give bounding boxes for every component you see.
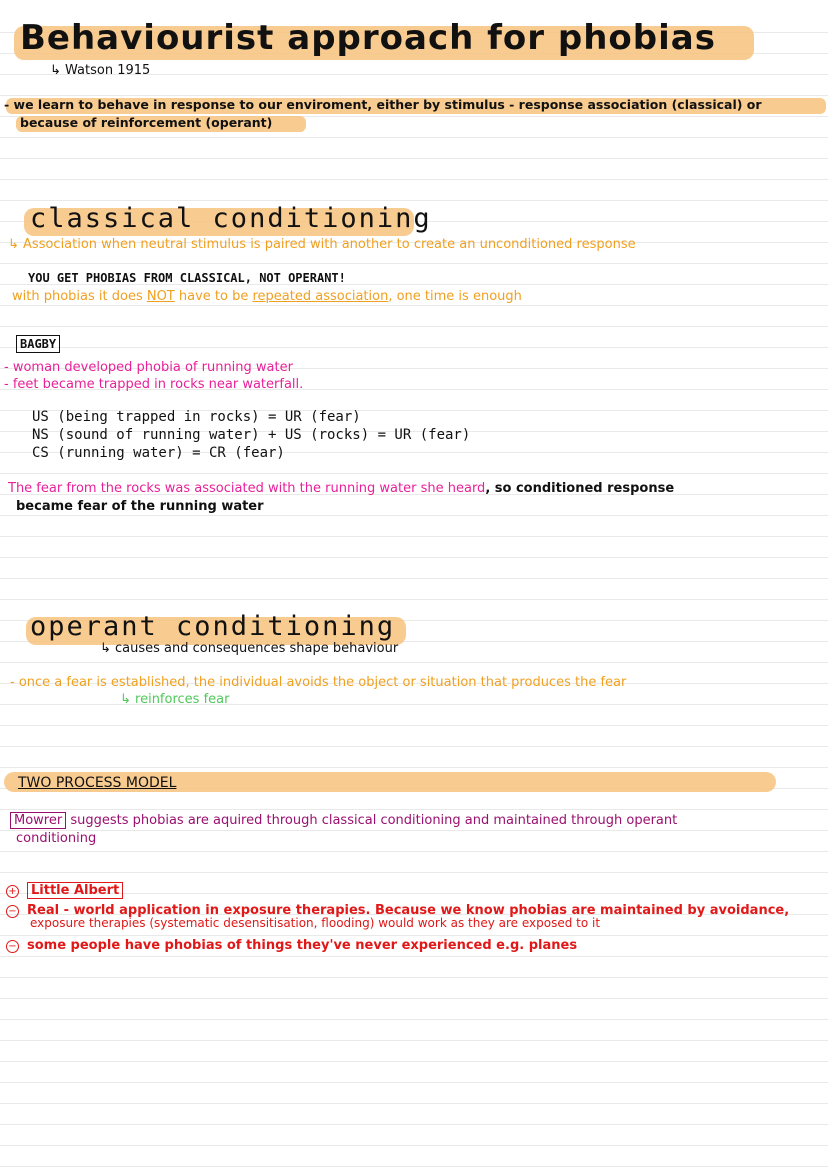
operant-heading: operant conditioning bbox=[30, 611, 396, 642]
eval-albert bbox=[6, 880, 123, 898]
bagby-equation-2: NS (sound of running water) + US (rocks) = UR (fear) bbox=[32, 427, 471, 443]
intro-line-1: - we learn to behave in response to our enviroment, either by stimulus - response association (classical) or bbox=[4, 97, 762, 112]
minus-icon: − bbox=[6, 905, 19, 918]
classical-note-caps: YOU GET PHOBIAS FROM CLASSICAL, NOT OPERANT! bbox=[28, 271, 346, 285]
eval-text-1: Real - world application in exposure therapies. Because we know phobias are maintained by avoidance, bbox=[27, 903, 790, 918]
classical-note-repeat bbox=[12, 290, 522, 304]
little-albert-label: Little Albert bbox=[27, 882, 123, 899]
note-text-pre: with phobias it does bbox=[12, 289, 147, 304]
bagby-label-box: BAGBY bbox=[16, 335, 60, 353]
twoprocess-line-1 bbox=[10, 814, 677, 828]
minus-icon: − bbox=[6, 940, 19, 953]
operant-point-1: - once a fear is established, the individual avoids the object or situation that produces the fear bbox=[10, 675, 627, 690]
bagby-point-2: - feet became trapped in rocks near waterfall. bbox=[4, 377, 304, 392]
title-subtitle: ↳ Watson 1915 bbox=[50, 63, 151, 78]
note-text-repeated: repeated association bbox=[252, 289, 389, 304]
conclusion-pink: The fear from the rocks was associated with the running water she heard bbox=[8, 481, 486, 496]
conclusion-black: , so conditioned response bbox=[485, 481, 675, 496]
page-title: Behaviourist approach for phobias bbox=[20, 18, 716, 58]
mowrer-label: Mowrer bbox=[10, 812, 66, 829]
note-text-post: , one time is enough bbox=[388, 289, 522, 304]
bagby-conclusion-1 bbox=[8, 482, 674, 496]
note-text-mid: have to be bbox=[174, 289, 253, 304]
intro-line-2: because of reinforcement (operant) bbox=[20, 115, 273, 130]
bagby-equation-1: US (being trapped in rocks) = UR (fear) bbox=[32, 409, 361, 425]
twoprocess-text-1: suggests phobias are aquired through classical conditioning and maintained through operant bbox=[70, 813, 678, 828]
twoprocess-heading: TWO PROCESS MODEL bbox=[18, 775, 177, 791]
classical-heading: classical conditioning bbox=[30, 203, 432, 234]
note-text-not: NOT bbox=[146, 289, 175, 304]
operant-subtitle: ↳ causes and consequences shape behaviour bbox=[100, 641, 399, 656]
bagby-equation-3: CS (running water) = CR (fear) bbox=[32, 445, 285, 461]
plus-icon: + bbox=[6, 885, 19, 898]
twoprocess-line-2: conditioning bbox=[16, 831, 97, 846]
bagby-point-1: - woman developed phobia of running water bbox=[4, 360, 293, 375]
eval-point-2 bbox=[6, 935, 577, 953]
classical-definition: ↳ Association when neutral stimulus is paired with another to create an unconditioned response bbox=[8, 237, 636, 252]
eval-point-1b: exposure therapies (systematic desensitisation, flooding) would work as they are exposed to it bbox=[30, 916, 601, 930]
operant-point-2: ↳ reinforces fear bbox=[120, 692, 230, 707]
bagby-label bbox=[16, 338, 60, 351]
bagby-conclusion-2: became fear of the running water bbox=[16, 499, 264, 514]
eval-text-2: some people have phobias of things they've never experienced e.g. planes bbox=[27, 938, 578, 953]
